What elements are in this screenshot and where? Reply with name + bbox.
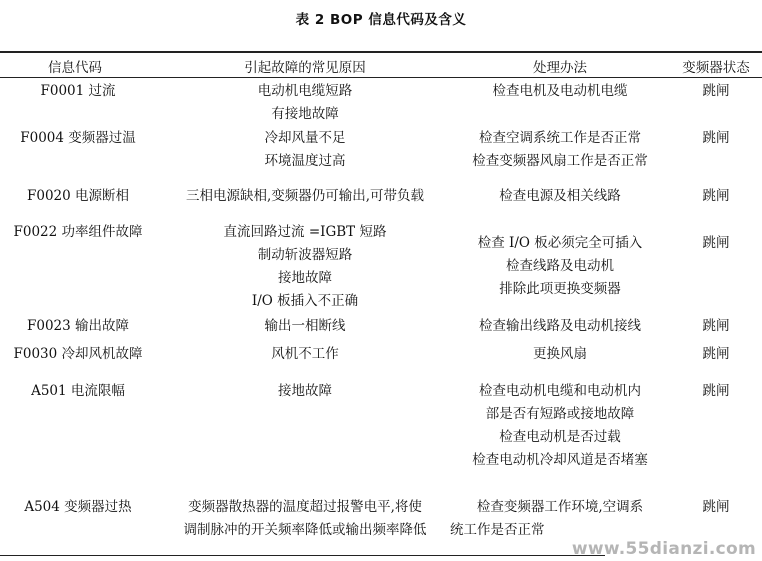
code-cell: A501 电流限幅 (31, 383, 125, 399)
code-cell: A504 变频器过热 (24, 499, 132, 515)
state-cell: 跳闸 (702, 235, 730, 251)
causes-cell: 直流回路过流 =IGBT 短路 制动斩波器短路 接地故障 I/O 板插入不正确 (223, 224, 387, 309)
actions-cell: 检查电动机电缆和电动机内 部是否有短路或接地故障 检查电动机是否过载 检查电动机冷却风道是否堵塞 (472, 383, 648, 468)
actions-cell: 检查空调系统工作是否正常 检查变频器风扇工作是否正常 (472, 130, 648, 169)
actions-cell: 检查电源及相关线路 (499, 188, 621, 204)
actions-cell: 检查输出线路及电动机接线 (479, 318, 641, 334)
code-cell: F0022 功率组件故障 (13, 224, 143, 240)
actions-cell: 检查变频器工作环境,空调系 统工作是否正常 (450, 499, 644, 538)
state-cell: 跳闸 (702, 383, 730, 399)
state-cell: 跳闸 (702, 346, 730, 362)
state-cell: 跳闸 (702, 130, 730, 146)
actions-cell: 检查 I/O 板必须完全可插入 检查线路及电动机 排除此项更换变频器 (477, 235, 643, 297)
causes-cell: 电动机电缆短路 有接地故障 (257, 83, 353, 122)
table-caption: 表 2 BOP 信息代码及含义 (295, 12, 467, 28)
causes-cell: 冷却风量不足 环境温度过高 (264, 130, 346, 169)
code-cell: F0030 冷却风机故障 (13, 346, 143, 362)
header-actions: 处理办法 (533, 60, 587, 76)
causes-cell: 接地故障 (278, 383, 332, 399)
causes-cell: 变频器散热器的温度超过报警电平,将使 调制脉冲的开关频率降低或输出频率降低 (183, 499, 427, 538)
causes-cell: 输出一相断线 (264, 318, 346, 334)
header-causes: 引起故障的常见原因 (244, 60, 366, 76)
state-cell: 跳闸 (702, 499, 730, 515)
header-state: 变频器状态 (682, 60, 750, 76)
actions-cell: 更换风扇 (533, 346, 587, 362)
causes-cell: 风机不工作 (271, 346, 339, 362)
causes-cell: 三相电源缺相,变频器仍可输出,可带负载 (185, 188, 425, 204)
header-code: 信息代码 (48, 60, 102, 76)
table-top-rule (0, 51, 762, 53)
actions-cell: 检查电机及电动机电缆 (492, 83, 628, 99)
table-bottom-rule (0, 555, 605, 556)
watermark: www.55dianzi.com (571, 539, 756, 559)
state-cell: 跳闸 (702, 318, 730, 334)
state-cell: 跳闸 (702, 83, 730, 99)
code-cell: F0004 变频器过温 (20, 130, 136, 146)
code-cell: F0020 电源断相 (26, 188, 129, 204)
state-cell: 跳闸 (702, 188, 730, 204)
table-header-rule (0, 77, 762, 78)
code-cell: F0001 过流 (40, 83, 116, 99)
code-cell: F0023 输出故障 (26, 318, 129, 334)
